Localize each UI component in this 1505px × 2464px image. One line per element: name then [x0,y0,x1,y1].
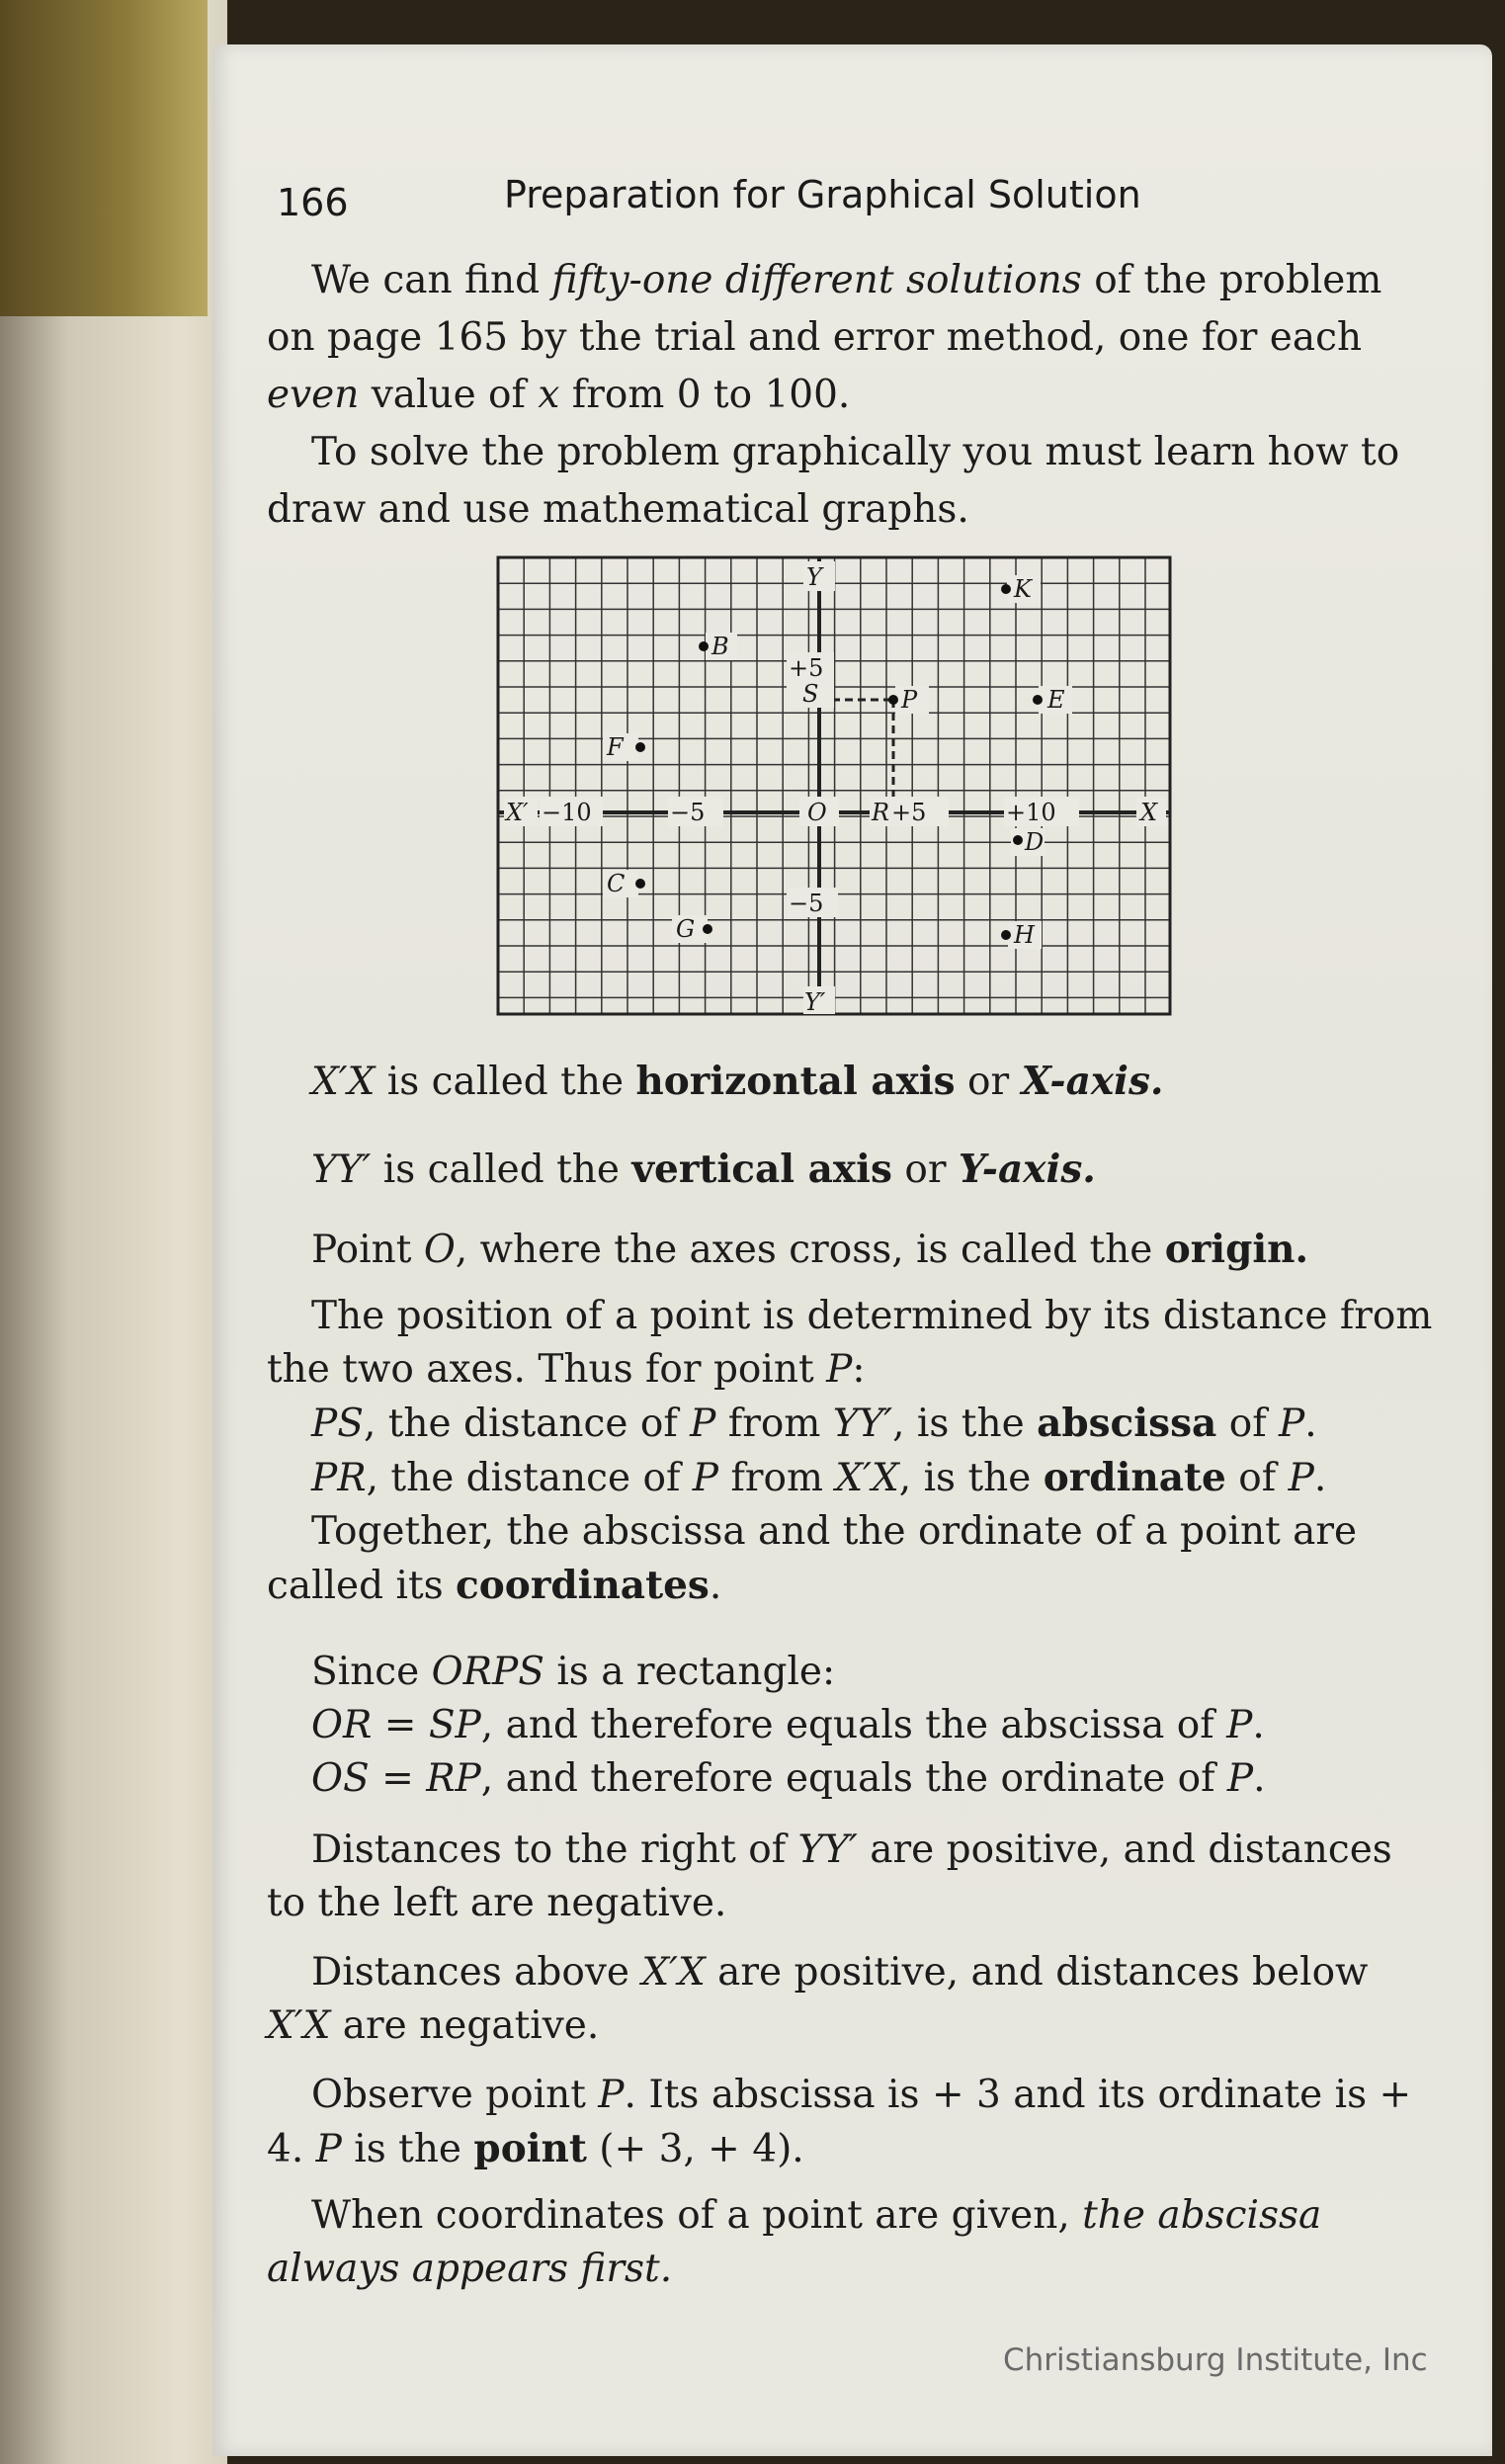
point-c-dot [635,879,645,889]
book-tab [0,0,208,316]
horizontal-distances: Distances to the right of YY′ are positive, and distances to the left are negative. [267,1827,1392,1925]
watermark-credit: Christiansburg Institute, Inc [1003,2342,1428,2378]
page-header [277,173,1265,232]
distance-text [267,1824,1433,2053]
point-b-dot [699,641,709,651]
origin-label: O [807,799,827,826]
x-pos-label: X [1140,799,1158,826]
point-d: D [1025,828,1045,856]
paragraph-2: To solve the problem graphically you must learn how to draw and use mathematical graphs. [267,430,1400,532]
position-text [267,1290,1433,1613]
point-c: C [607,870,626,897]
tick-m5: −5 [670,799,706,826]
point-f: F [607,733,624,761]
point-g-dot [703,924,712,934]
point-h: H [1014,921,1035,949]
point-h-dot [1001,930,1011,940]
or-equals-sp: OR = SP, and therefore equals the abscissa of P. [311,1703,1265,1747]
definitions [267,1053,1433,1279]
def-origin: Point O, where the axes cross, is called the origin. [311,1227,1309,1272]
point-b: B [711,633,729,660]
final-text [267,2189,1433,2296]
point-d-dot [1013,835,1023,845]
def-vertical-axis: YY′ is called the vertical axis or Y-axis. [311,1147,1096,1192]
point-e-dot [1033,695,1043,705]
x-neg-label: X′ [506,799,529,826]
tick-m10: −10 [542,799,592,826]
tick-y-m5: −5 [789,890,824,917]
def-horizontal-axis: X′X is called the horizontal axis or X-axis. [311,1059,1164,1104]
abscissa-line: PS, the distance of P from YY′, is the abscissa of P. [311,1401,1317,1446]
point-p: P [901,686,918,714]
point-r: R [872,799,890,826]
graph-grid [498,557,1170,1014]
graph-svg [494,553,1186,1028]
paragraph-1: We can find fifty-one different solutions of the problem on page 165 by the trial and error method, one for each even value of x from 0 to 100. [267,258,1382,417]
final-paragraph: When coordinates of a point are given, the abscissa always appears first. [267,2193,1322,2291]
page-title: Preparation for Graphical Solution [504,173,1141,216]
point-f-dot [635,742,645,752]
y-neg-label: Y′ [804,988,826,1016]
rectangle-text [267,1646,1433,1806]
point-e: E [1047,686,1065,714]
tick-y-p5: +5 [789,654,824,682]
page-edge [0,0,227,2464]
y-pos-label: Y [806,563,822,591]
ordinate-line: PR, the distance of P from X′X, is the ordinate of P. [311,1455,1327,1500]
point-k: K [1014,575,1032,603]
page-number: 166 [277,181,349,224]
point-k-dot [1001,584,1011,594]
observe-text [267,2069,1433,2176]
coordinate-graph [494,553,1186,1028]
vertical-distances: Distances above X′X are positive, and distances below X′X are negative. [267,1950,1369,2048]
point-p-dot [888,695,898,705]
intro-text [267,252,1433,539]
observe-paragraph: Observe point P. Its abscissa is + 3 and its ordinate is + 4. P is the point (+ 3, + 4). [267,2073,1412,2171]
tick-p5: +5 [891,799,927,826]
rectangle-intro: Since ORPS is a rectangle: [311,1650,836,1694]
coordinates-paragraph: Together, the abscissa and the ordinate of a point are called its coordinates. [267,1509,1358,1608]
position-paragraph: The position of a point is determined by its distance from the two axes. Thus for point P: [267,1294,1433,1392]
os-equals-rp: OS = RP, and therefore equals the ordinate of P. [311,1756,1266,1801]
point-s: S [802,680,819,708]
tick-p10: +10 [1006,799,1056,826]
point-g: G [676,915,696,943]
